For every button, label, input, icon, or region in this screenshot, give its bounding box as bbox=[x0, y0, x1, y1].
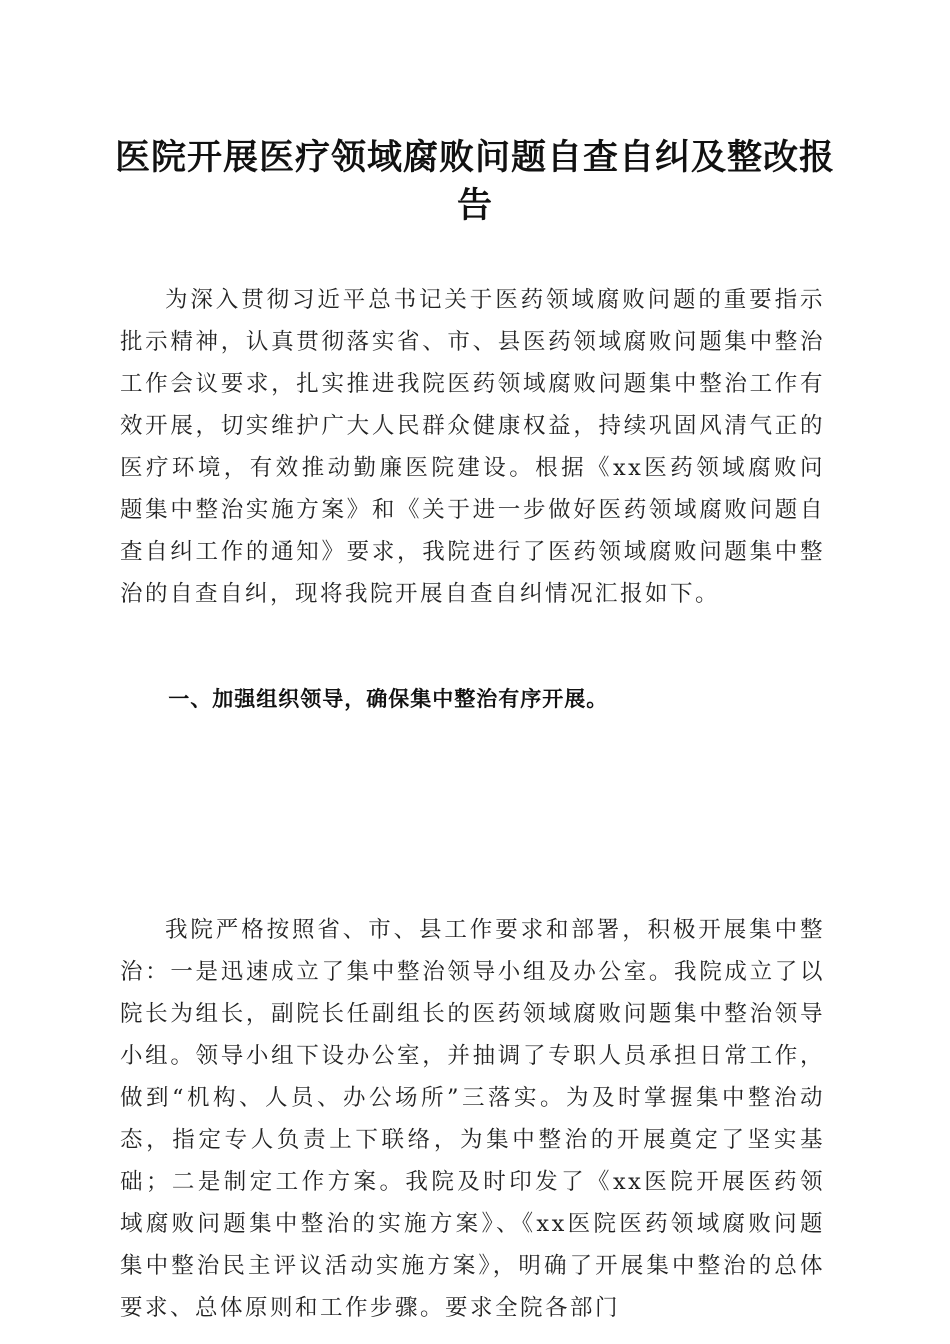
section-1-heading: 一、加强组织领导，确保集中整治有序开展。 bbox=[168, 687, 609, 711]
document-title: 医院开展医疗领域腐败问题自查自纠及整改报告 bbox=[114, 137, 835, 226]
intro-paragraph: 为深入贯彻习近平总书记关于医药领域腐败问题的重要指示批示精神，认真贯彻落实省、市、县医药领域腐败问题集中整治工作会议要求，扎实推进我院医药领域腐败问题集中整治工作有效开展，切实维护广大人民群众健康权益，持续巩固风清气正的医疗环境，有效推动勤廉医院建设。根据《xx医药领域腐败问题集中整治实施方案》和《关于进一步做好医药领域腐败问题自查自纠工作的通知》要求，我院进行了医药领域腐败问题集中整治的自查自纠，现将我院开展自查自纠情况汇报如下。 bbox=[120, 287, 825, 607]
section-1-paragraph: 我院严格按照省、市、县工作要求和部署，积极开展集中整治：一是迅速成立了集中整治领导小组及办公室。我院成立了以院长为组长，副院长任副组长的医药领域腐败问题集中整治领导小组。领导小组下设办公室，并抽调了专职人员承担日常工作，做到“机构、人员、办公场所”三落实。为及时掌握集中整治动态，指定专人负责上下联络，为集中整治的开展奠定了坚实基础；二是制定工作方案。我院及时印发了《xx医院开展医药领域腐败问题集中整治的实施方案》、《xx医院医药领域腐败问题集中整治民主评议活动实施方案》，明确了开展集中整治的总体要求、总体原则和工作步骤。要求全院各部门 bbox=[120, 917, 825, 1321]
